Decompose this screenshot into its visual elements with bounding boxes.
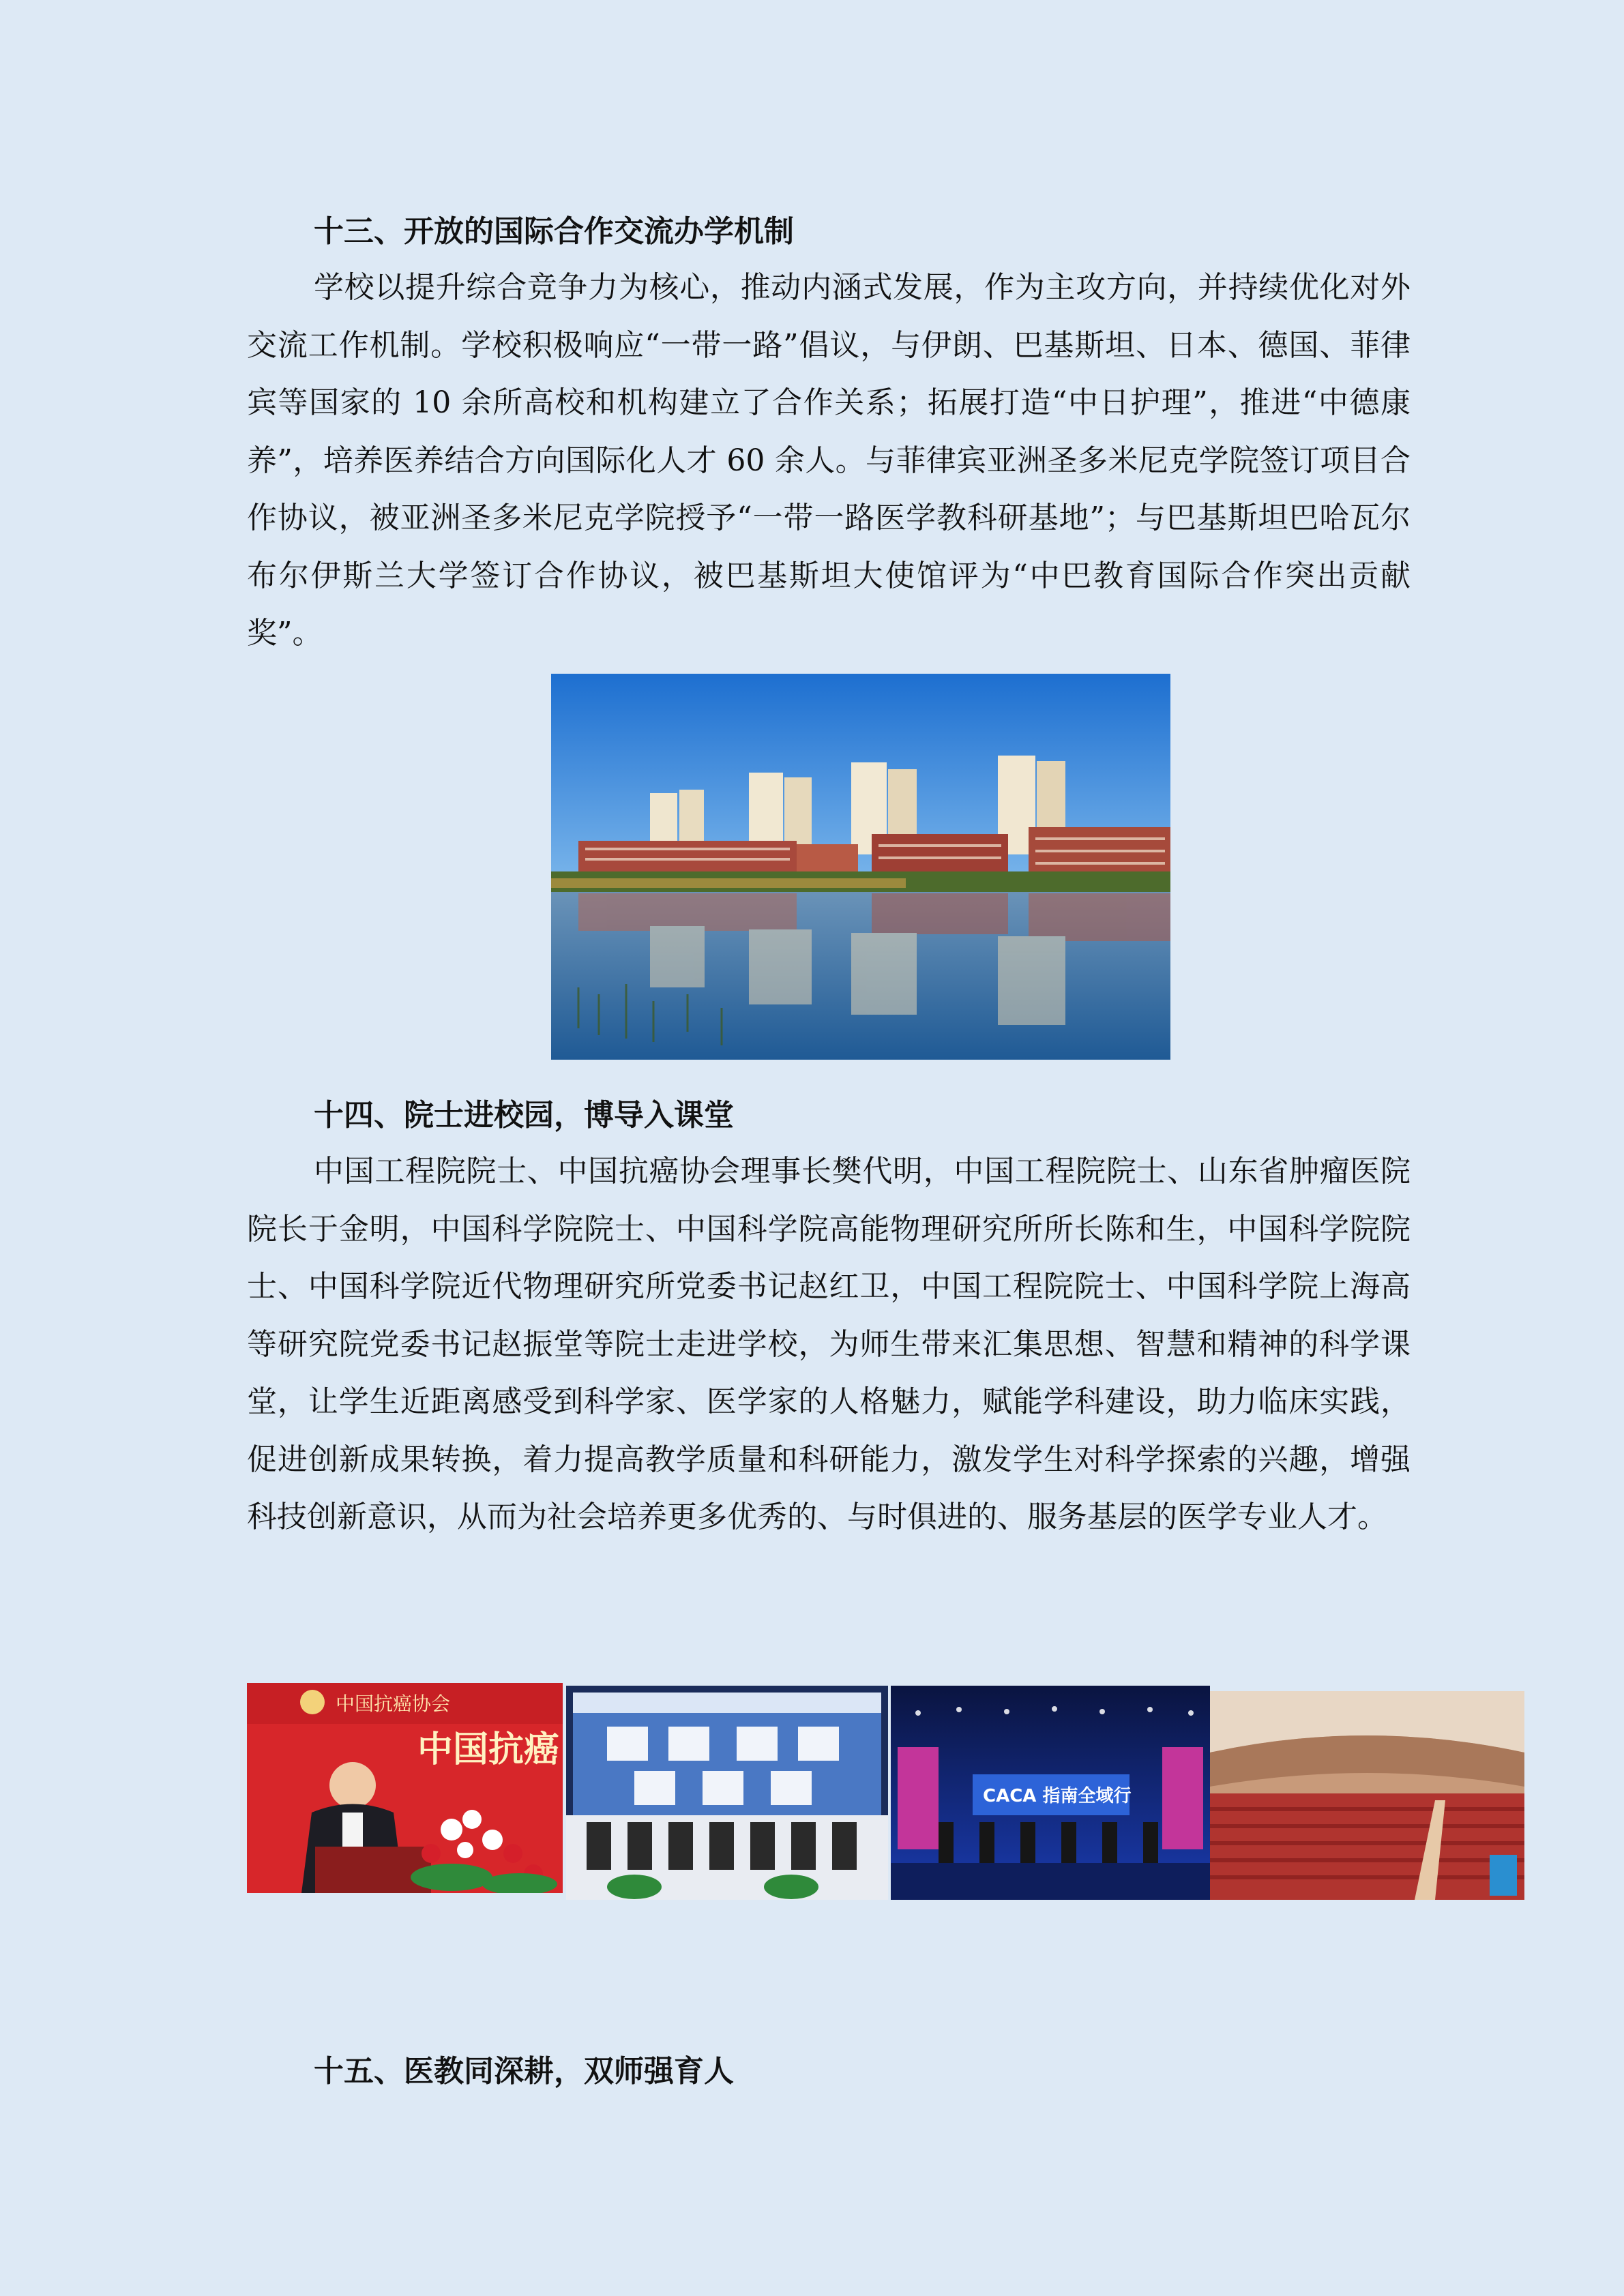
banner-text-2: 中国抗癌 [417, 1729, 560, 1770]
section-13-heading: 十三、开放的国际合作交流办学机制 [314, 214, 794, 249]
stage-ceremony-photo [891, 1686, 1210, 1900]
stage-ceremony-icon [891, 1686, 1210, 1900]
banner-text: 中国抗癌协会 [336, 1693, 451, 1715]
auditorium-photo [1210, 1691, 1524, 1900]
stage-text: CACA 指南全域行 [983, 1786, 1132, 1806]
section-13-paragraph: 学校以提升综合竞争力为核心，推动内涵式发展，作为主攻方向，并持续优化对外交流工作机制。学校积极响应“一带一路”倡议，与伊朗、巴基斯坦、日本、德国、菲律宾等国家的 10 余所高校和机构建立了合作关系；拓展打造“中日护理”，推进“中德康养”，培养医养结合方向国际化人才 60 余人。与菲律宾亚洲圣多米尼克学院签订项目合作协议，被亚洲圣多米尼克学院授予“一带一路医学教科研基地”；与巴基斯坦巴哈瓦尔布尔伊斯兰大学签订合作协议，被巴基斯坦大使馆评为“中巴教育国际合作突出贡献奖”。 [247, 270, 1411, 651]
panel-discussion-photo [566, 1686, 888, 1900]
campus-lake-icon [551, 674, 1170, 1060]
section-15-heading: 十五、医教同深耕，双师强育人 [314, 2054, 734, 2089]
campus-lake-photo [551, 674, 1170, 1060]
speaker-podium-icon [247, 1683, 563, 1893]
speaker-podium-photo [247, 1683, 563, 1893]
panel-discussion-icon [566, 1686, 888, 1900]
section-14-heading: 十四、院士进校园，博导入课堂 [314, 1098, 734, 1133]
section-14-paragraph: 中国工程院院士、中国抗癌协会理事长樊代明，中国工程院院士、山东省肿瘤医院院长于金明，中国科学院院士、中国科学院高能物理研究所所长陈和生，中国科学院院士、中国科学院近代物理研究所党委书记赵红卫，中国工程院院士、中国科学院上海高等研究院党委书记赵振堂等院士走进学校，为师生带来汇集思想、智慧和精神的科学课堂，让学生近距离感受到科学家、医学家的人格魅力，赋能学科建设，助力临床实践，促进创新成果转换，着力提高教学质量和科研能力，激发学生对科学探索的兴趣，增强科技创新意识，从而为社会培养更多优秀的、与时俱进的、服务基层的医学专业人才。 [247, 1154, 1411, 1534]
auditorium-icon [1210, 1691, 1524, 1900]
